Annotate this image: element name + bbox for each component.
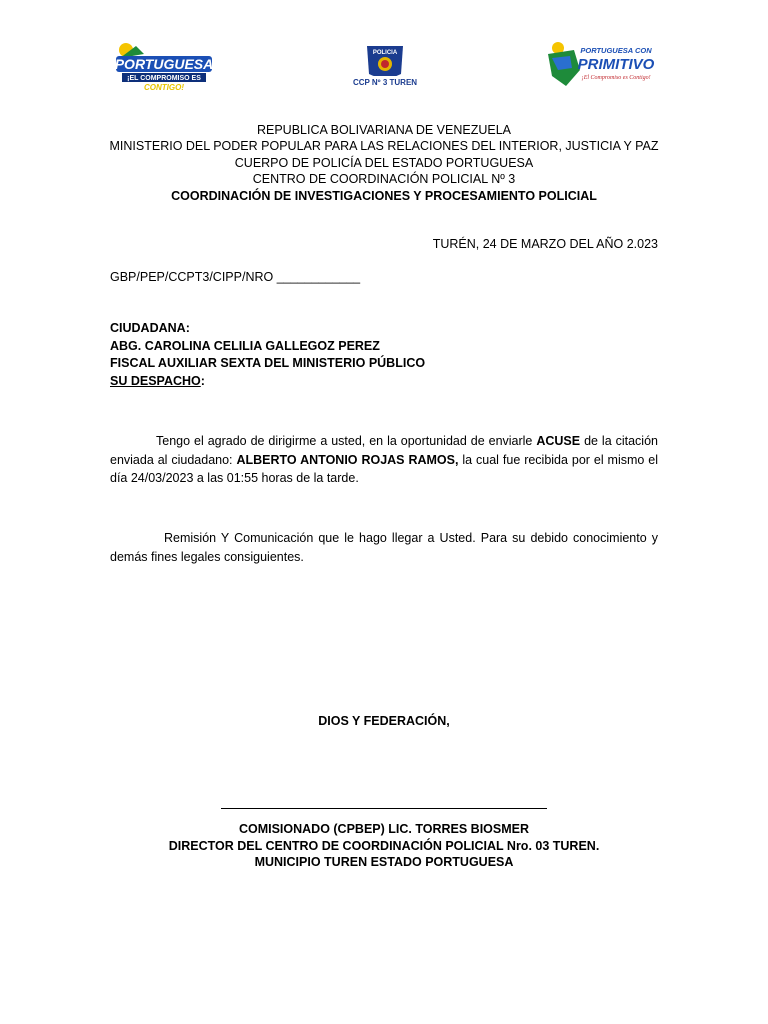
closing-salutation: DIOS Y FEDERACIÓN,	[318, 714, 450, 728]
logo-left-line1: PORTUGUESA	[114, 56, 214, 72]
recipient-title: FISCAL AUXILIAR SEXTA DEL MINISTERIO PÚBLICO	[110, 356, 426, 370]
signature-line	[221, 808, 547, 809]
paragraph-bold: ACUSE	[536, 434, 581, 448]
portuguesa-primitivo-logo-icon	[544, 40, 656, 88]
recipient-office: SU DESPACHO	[110, 373, 201, 388]
header-line: MINISTERIO DEL PODER POPULAR PARA LAS RELACIONES DEL INTERIOR, JUSTICIA Y PAZ	[109, 139, 659, 154]
signer-line: COMISIONADO (CPBEP) LIC. TORRES BIOSMER	[238, 822, 530, 836]
body-paragraph-2: Remisión Y Comunicación que le hago llegar a Usted. Para su debido conocimiento y demás fines legales consiguientes.	[110, 531, 658, 564]
signer-line: DIRECTOR DEL CENTRO DE COORDINACIÓN POLICIAL Nro. 03 TUREN.	[168, 838, 600, 853]
portuguesa-logo-icon	[114, 40, 214, 92]
paragraph-bold: ALBERTO ANTONIO ROJAS RAMOS,	[236, 452, 459, 467]
logo-right-line1: PORTUGUESA CON	[580, 46, 652, 55]
logo-right-line2: PRIMITIVO	[577, 56, 655, 73]
logo-center-badge: POLICIA	[372, 50, 398, 56]
document-header	[0, 122, 768, 204]
logo-center-caption: CCP Nº 3 TUREN	[352, 78, 418, 87]
paragraph-text: la cual fue recibida por el mismo el día 24/03/2023 a las 01:55 horas de la tarde.	[110, 452, 658, 485]
logo-left-line2: ¡EL COMPROMISO ES	[127, 75, 201, 82]
recipient-block	[110, 320, 425, 390]
body-paragraph-1	[110, 432, 658, 488]
police-badge-logo-icon	[345, 44, 425, 88]
header-line: CUERPO DE POLICÍA DEL ESTADO PORTUGUESA	[234, 155, 534, 170]
recipient-name: ABG. CAROLINA CELILIA GALLEGOZ PEREZ	[110, 338, 380, 353]
signer-block	[0, 821, 768, 871]
logo-right-line3: ¡El Compromiso es Contigo!	[581, 75, 651, 81]
paragraph-text: Tengo el agrado de dirigirme a usted, en la oportunidad de enviarle	[156, 434, 537, 448]
paragraph-text: de la citación enviada al ciudadano:	[110, 434, 658, 467]
logo-left-line3: CONTIGO!	[144, 83, 184, 92]
header-line: REPUBLICA BOLIVARIANA DE VENEZUELA	[256, 123, 512, 137]
reference-number: GBP/PEP/CCPT3/CIPP/NRO ____________	[110, 270, 361, 284]
recipient-office-suffix: :	[200, 373, 205, 388]
header-line: CENTRO DE COORDINACIÓN POLICIAL Nº 3	[252, 172, 516, 187]
recipient-salutation: CIUDADANA:	[110, 321, 190, 335]
recipient-office-line	[110, 373, 425, 391]
signer-line: MUNICIPIO TUREN ESTADO PORTUGUESA	[254, 855, 514, 869]
document-date: TURÉN, 24 DE MARZO DEL AÑO 2.023	[432, 237, 658, 251]
header-line-bold: COORDINACIÓN DE INVESTIGACIONES Y PROCESAMIENTO POLICIAL	[171, 188, 597, 203]
